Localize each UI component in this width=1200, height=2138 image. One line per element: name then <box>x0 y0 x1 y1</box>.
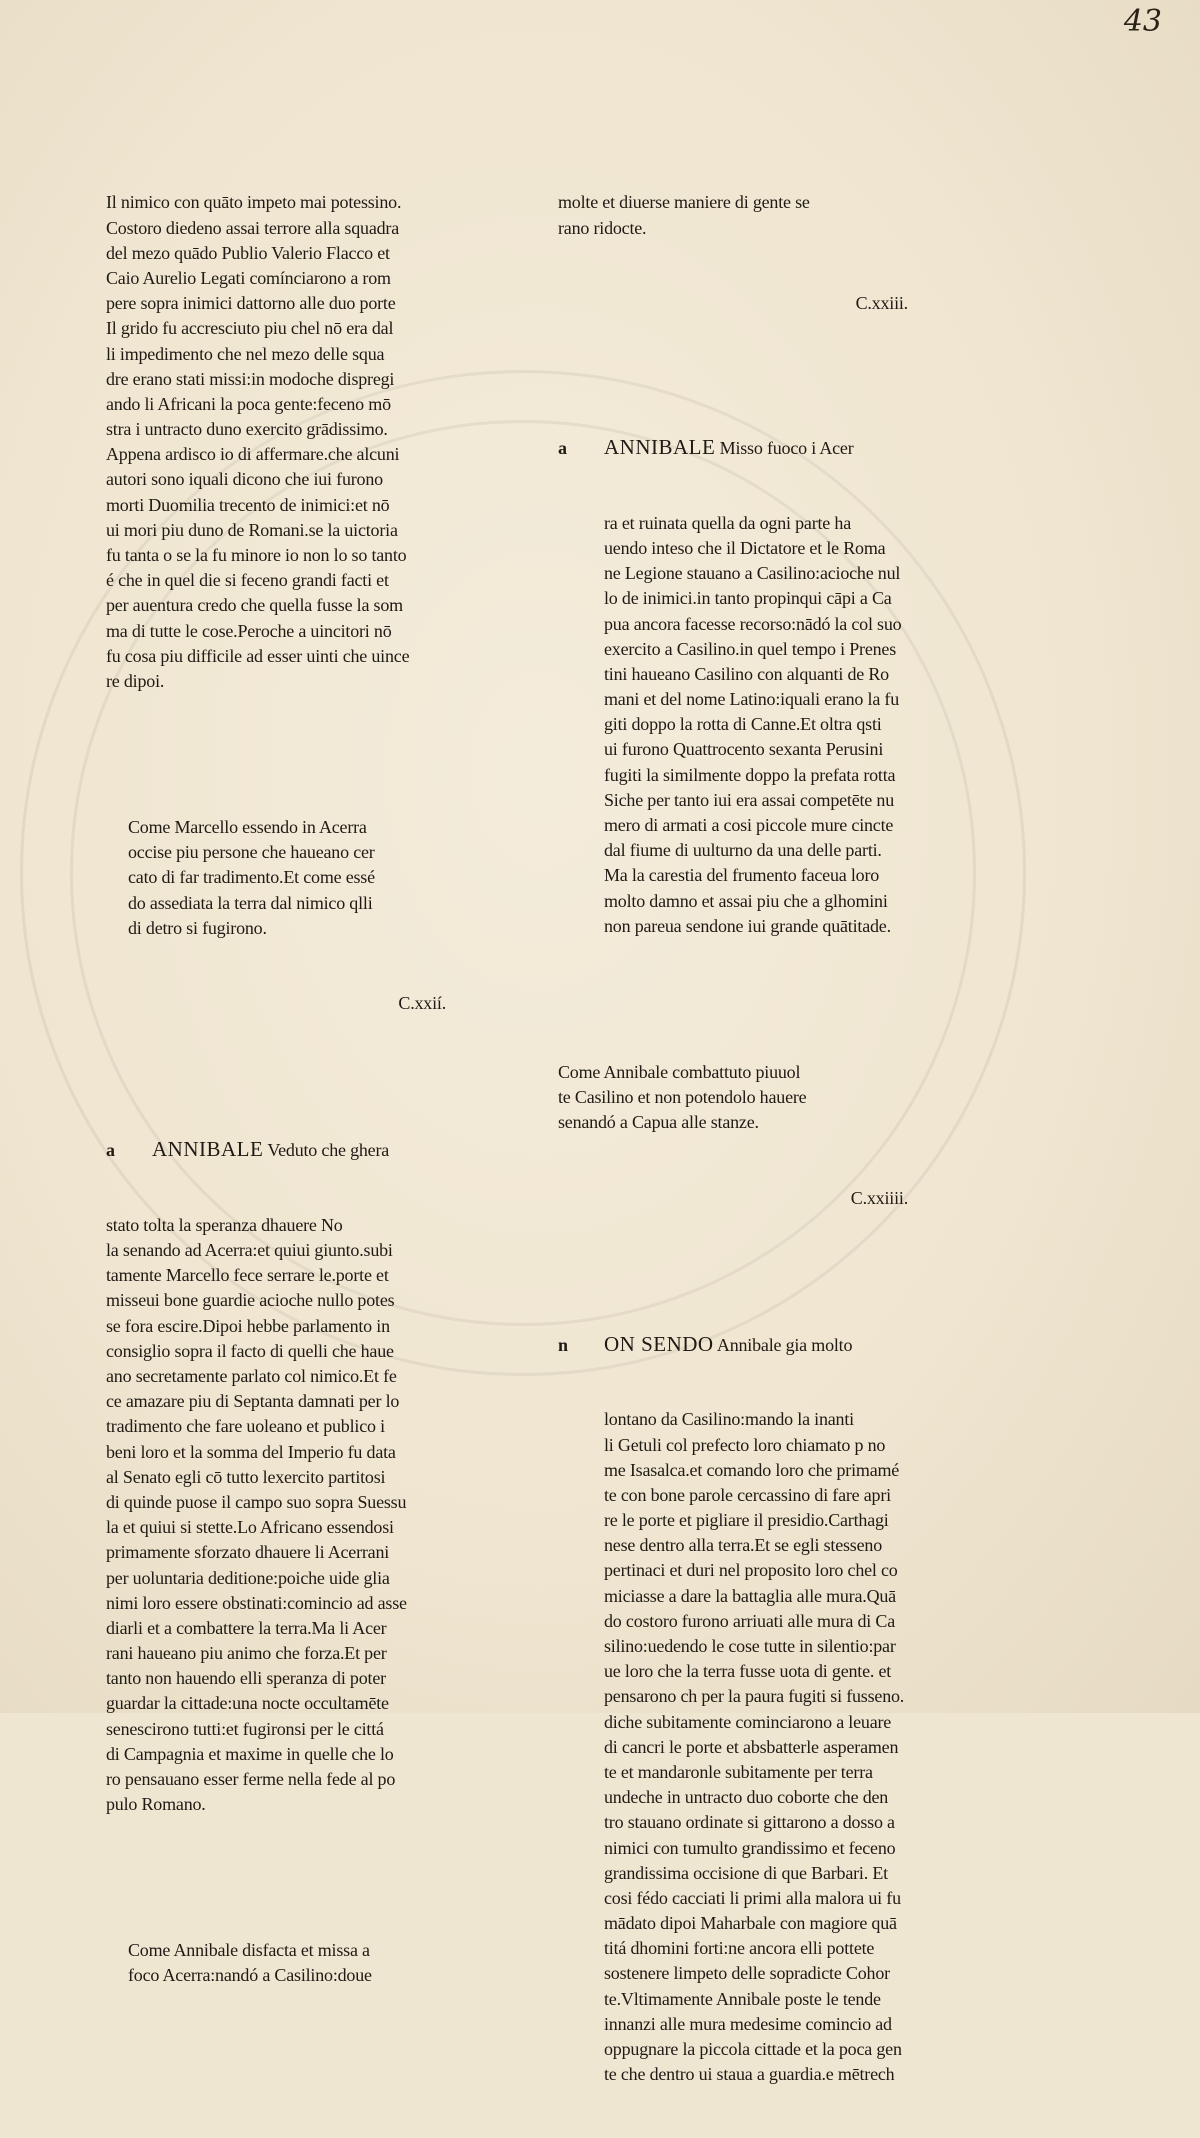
text-line: ce amazare piu di Septanta damnati per lo <box>106 1391 400 1412</box>
text-line: dre erano stati missi:in modoche dispregi <box>106 368 395 389</box>
text-line: Il grido fu accresciuto piu chel nō era dal <box>106 318 394 339</box>
text-line: senandó a Capua alle stanze. <box>558 1112 759 1133</box>
text-line: Siche per tanto iui era assai competēte nu <box>604 789 894 810</box>
text-line: giti doppo la rotta di Canne.Et oltra qsti <box>604 714 882 735</box>
text-line: ano secretamente parlato col nimico.Et fe <box>106 1366 397 1387</box>
text-line: te.Vltimamente Annibale poste le tende <box>604 1988 881 2009</box>
text-line: tamente Marcello fece serrare le.porte et <box>106 1265 389 1286</box>
paragraph-3-opener: ANNIBALE <box>604 435 716 460</box>
folio-number: 43 <box>1123 4 1162 39</box>
paragraph-1 <box>106 190 446 694</box>
text-line: tini haueano Casilino con alquanti de Ro <box>604 663 889 684</box>
text-line: tro stauano ordinate si gittarono a dosso a <box>604 1812 895 1833</box>
text-line: cato di far tradimento.Et come essé <box>128 867 375 888</box>
text-line: fu cosa piu difficile ad esser uinti che uince <box>106 645 410 666</box>
text-line: di detro si fugirono. <box>128 917 267 938</box>
text-line: oppugnare la piccola cittade et la poca gen <box>604 2039 902 2060</box>
text-line: nimici con tumulto grandissimo et feceno <box>604 1837 896 1858</box>
text-line: di cancri le porte et absbatterle asperamen <box>604 1736 899 1757</box>
text-line: Ma la carestia del frumento faceua loro <box>604 865 880 886</box>
paragraph-4-first-line: Annibale gia molto <box>716 1334 853 1355</box>
chapter-ref-xxiiii: C.xxiiii. <box>850 1187 908 1208</box>
text-line: diche subitamente cominciarono a leuare <box>604 1711 892 1732</box>
text-line: grandissima occisione di que Barbari. Et <box>604 1862 888 1883</box>
text-line: nese dentro alla terra.Et se egli stesseno <box>604 1535 882 1556</box>
text-line: Costoro diedeno assai terrore alla squadra <box>106 217 399 238</box>
text-line: stato tolta la speranza dhauere No <box>106 1214 343 1235</box>
right-column <box>558 140 908 2138</box>
chapter-caption-xxiiii <box>558 1060 908 1136</box>
text-line: li impedimento che nel mezo delle squa <box>106 343 385 364</box>
text-line: molto damno et assai piu che a glhomini <box>604 890 888 911</box>
paragraph-4-opener: ON SENDO <box>604 1331 714 1356</box>
text-line: miciasse a dare la battaglia alle mura.Quā <box>604 1585 896 1606</box>
text-line: ma di tutte le cose.Peroche a uincitori nō <box>106 620 392 641</box>
text-line: la senando ad Acerra:et quiui giunto.subi <box>106 1240 393 1261</box>
text-line: pensarono ch per la paura fugiti si fusseno. <box>604 1686 905 1707</box>
text-line: ne Legione stauano a Casilino:acioche nul <box>604 563 901 584</box>
paragraph-2-opening <box>106 1137 446 1162</box>
text-line: nimi loro essere obstinati:comincio ad asse <box>106 1592 407 1613</box>
text-line: la et quiui si stette.Lo Africano essendosi <box>106 1517 394 1538</box>
text-line: Come Annibale disfacta et missa a <box>128 1940 370 1961</box>
text-line: mani et del nome Latino:iquali erano la fu <box>604 689 899 710</box>
text-line: dal fiume di uulturno da una delle parti. <box>604 840 882 861</box>
text-line: stra i untracto duno exercito grādissimo. <box>106 419 388 440</box>
text-line: re le porte et pigliare il presidio.Carthagi <box>604 1510 889 1531</box>
text-line: misseui bone guardie acioche nullo potes <box>106 1290 395 1311</box>
text-line: rano ridocte. <box>558 217 647 238</box>
text-line: morti Duomilia trecento de inimici:et nō <box>106 494 390 515</box>
chapter-caption-xxii <box>106 815 446 941</box>
chapter-ref-xxiii: C.xxiii. <box>855 293 908 314</box>
text-line: senescirono tutti:et fugironsi per le cittá <box>106 1718 384 1739</box>
text-line: tradimento che fare uoleano et publico i <box>106 1416 385 1437</box>
paragraph-3-opening <box>558 435 908 460</box>
text-line: te che dentro ui staua a guardia.e mētrech <box>604 2064 895 2085</box>
text-line: rani haueano piu animo che forza.Et per <box>106 1643 387 1664</box>
text-line: lontano da Casilino:mando la inanti <box>604 1409 854 1430</box>
text-line: tanto non hauendo elli speranza di poter <box>106 1668 386 1689</box>
text-line: pere sopra inimici dattorno alle duo porte <box>106 293 396 314</box>
text-line: te con bone parole cercassino di fare apri <box>604 1484 891 1505</box>
text-line: non pareua sendone iui grande quātitade. <box>604 915 891 936</box>
text-line: lo de inimici.in tanto propinqui cāpi a Ca <box>604 588 892 609</box>
text-line: guardar la cittade:una nocte occultamēte <box>106 1693 389 1714</box>
text-line: ando li Africani la poca gente:feceno mō <box>106 393 391 414</box>
text-line: Come Annibale combattuto piuuol <box>558 1061 801 1082</box>
text-line: do costoro furono arriuati alle mura di Ca <box>604 1610 896 1631</box>
text-line: del mezo quādo Publio Valerio Flacco et <box>106 242 390 263</box>
text-line: ue loro che la terra fusse uota di gente. et <box>604 1661 892 1682</box>
paragraph-4-opening <box>558 1332 908 1357</box>
text-line: Caio Aurelio Legati comínciarono a rom <box>106 267 391 288</box>
text-line: foco Acerra:nandó a Casilino:doue <box>128 1965 372 1986</box>
text-line: per auentura credo che quella fusse la som <box>106 595 403 616</box>
chapter-caption-xxiii <box>106 1938 446 1988</box>
text-line: sostenere limpeto delle sopradicte Cohor <box>604 1963 890 1984</box>
text-line: per uoluntaria deditione:poiche uide glia <box>106 1567 390 1588</box>
text-line: te et mandaronle subitamente per terra <box>604 1761 873 1782</box>
text-line: autori sono iquali dicono che iui furono <box>106 469 383 490</box>
text-line: li Getuli col prefecto loro chiamato p no <box>604 1434 886 1455</box>
text-line: uendo inteso che il Dictatore et le Roma <box>604 537 886 558</box>
text-line: é che in quel die si feceno grandi facti et <box>106 570 389 591</box>
text-line: primamente sforzato dhauere li Acerrani <box>106 1542 390 1563</box>
text-line: re dipoi. <box>106 670 165 691</box>
text-line: ra et ruinata quella da ogni parte ha <box>604 512 851 533</box>
text-line: mādato dipoi Maharbale con magiore quā <box>604 1913 897 1934</box>
paragraph-4 <box>558 1407 908 2087</box>
text-line: se fora escire.Dipoi hebbe parlamento in <box>106 1315 390 1336</box>
chapter-caption-xxiii-continued <box>558 190 908 240</box>
text-line: ro pensauano esser ferme nella fede al po <box>106 1769 396 1790</box>
text-line: molte et diuerse maniere di gente se <box>558 192 810 213</box>
text-line: cosi fédo cacciati li primi alla malora ui fu <box>604 1887 901 1908</box>
paragraph-3-first-line: Misso fuoco i Acer <box>719 438 854 459</box>
text-line: beni loro et la somma del Imperio fu data <box>106 1441 396 1462</box>
text-line: fu tanta o se la fu minore io non lo so tanto <box>106 545 407 566</box>
text-line: ui mori piu duno de Romani.se la uictoria <box>106 519 398 540</box>
text-line: pulo Romano. <box>106 1794 206 1815</box>
text-line: do assediata la terra dal nimico qlli <box>128 892 373 913</box>
text-line: al Senato egli cō tutto lexercito partitosi <box>106 1466 386 1487</box>
text-line: di quinde puose il campo suo sopra Suessu <box>106 1491 407 1512</box>
text-line: ui furono Quattrocento sexanta Perusini <box>604 739 884 760</box>
text-line: mero di armati a cosi piccole mure cincte <box>604 815 894 836</box>
text-line: fugiti la similmente doppo la prefata rotta <box>604 764 896 785</box>
paragraph-2-first-line: Veduto che ghera <box>267 1140 390 1161</box>
text-line: pertinaci et duri nel proposito loro chel co <box>604 1560 898 1581</box>
paragraph-4-initial: n <box>558 1334 568 1355</box>
text-line: Il nimico con quāto impeto mai potessino. <box>106 192 402 213</box>
text-line: silino:uedendo le cose tutte in silentio:par <box>604 1636 896 1657</box>
left-column <box>106 140 446 2039</box>
text-line: occise piu persone che haueano cer <box>128 842 375 863</box>
paragraph-3 <box>558 511 908 939</box>
text-line: me Isasalca.et comando loro che primamé <box>604 1459 900 1480</box>
text-line: titá dhomini forti:ne ancora elli pottete <box>604 1938 875 1959</box>
text-line: consiglio sopra il facto di quelli che haue <box>106 1340 394 1361</box>
paragraph-3-initial: a <box>558 438 567 459</box>
text-line: diarli et a combattere la terra.Ma li Acer <box>106 1617 387 1638</box>
text-line: innanzi alle mura medesime comincio ad <box>604 2013 892 2034</box>
text-line: di Campagnia et maxime in quelle che lo <box>106 1743 394 1764</box>
text-line: pua ancora facesse recorso:nādó la col suo <box>604 613 902 634</box>
paragraph-2-opener: ANNIBALE <box>152 1137 264 1162</box>
paragraph-2 <box>106 1213 446 1818</box>
text-line: undeche in untracto duo coborte che den <box>604 1787 889 1808</box>
paragraph-2-initial: a <box>106 1140 115 1161</box>
text-line: Appena ardisco io di affermare.che alcuni <box>106 444 400 465</box>
text-line: exercito a Casilino.in quel tempo i Prenes <box>604 638 897 659</box>
text-line: te Casilino et non potendolo hauere <box>558 1086 807 1107</box>
chapter-ref-xxii: C.xxií. <box>398 993 446 1014</box>
text-line: Come Marcello essendo in Acerra <box>128 816 367 837</box>
